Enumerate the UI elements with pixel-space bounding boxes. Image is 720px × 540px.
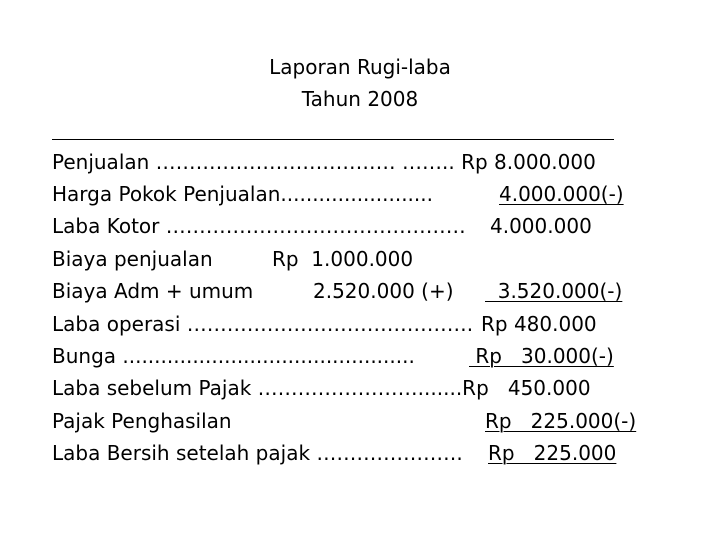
line-pajak-amount: Rp 225.000(-) (485, 409, 637, 433)
report-title: Laporan Rugi-laba (269, 55, 451, 79)
line-laba-bersih-amount: Rp 225.000 (488, 441, 617, 465)
line-bunga-label: Bunga .............................................. (52, 344, 415, 368)
line-laba-bersih-label: Laba Bersih setelah pajak …………………. (52, 441, 463, 465)
line-laba-operasi-label: Laba operasi ……………………………………. (52, 312, 474, 336)
line-biaya-total: 3.520.000(-) (485, 279, 623, 303)
report-year: Tahun 2008 (301, 87, 419, 111)
line-biaya-penjualan-amount: Rp 1.000.000 (272, 247, 414, 271)
line-penjualan: Penjualan ……………………………… …….. Rp 8.000.000 (52, 150, 596, 174)
line-biaya-adm-amount: 2.520.000 (+) (313, 279, 454, 303)
line-bunga-amount: Rp 30.000(-) (469, 344, 614, 368)
line-laba-kotor-amount: 4.000.000 (490, 214, 592, 238)
line-laba-operasi-amount: Rp 480.000 (481, 312, 597, 336)
line-biaya-adm-label: Biaya Adm + umum (52, 279, 254, 303)
line-hpp-amount: 4.000.000(-) (499, 182, 624, 206)
line-laba-sebelum-pajak: Laba sebelum Pajak …………………….......Rp 450.000 (52, 376, 591, 400)
line-pajak-label: Pajak Penghasilan (52, 409, 232, 433)
line-hpp-label: Harga Pokok Penjualan........................ (52, 182, 433, 206)
line-laba-kotor-label: Laba Kotor ……………………………………… (52, 214, 466, 238)
header-divider (52, 139, 614, 140)
line-biaya-penjualan-label: Biaya penjualan (52, 247, 213, 271)
